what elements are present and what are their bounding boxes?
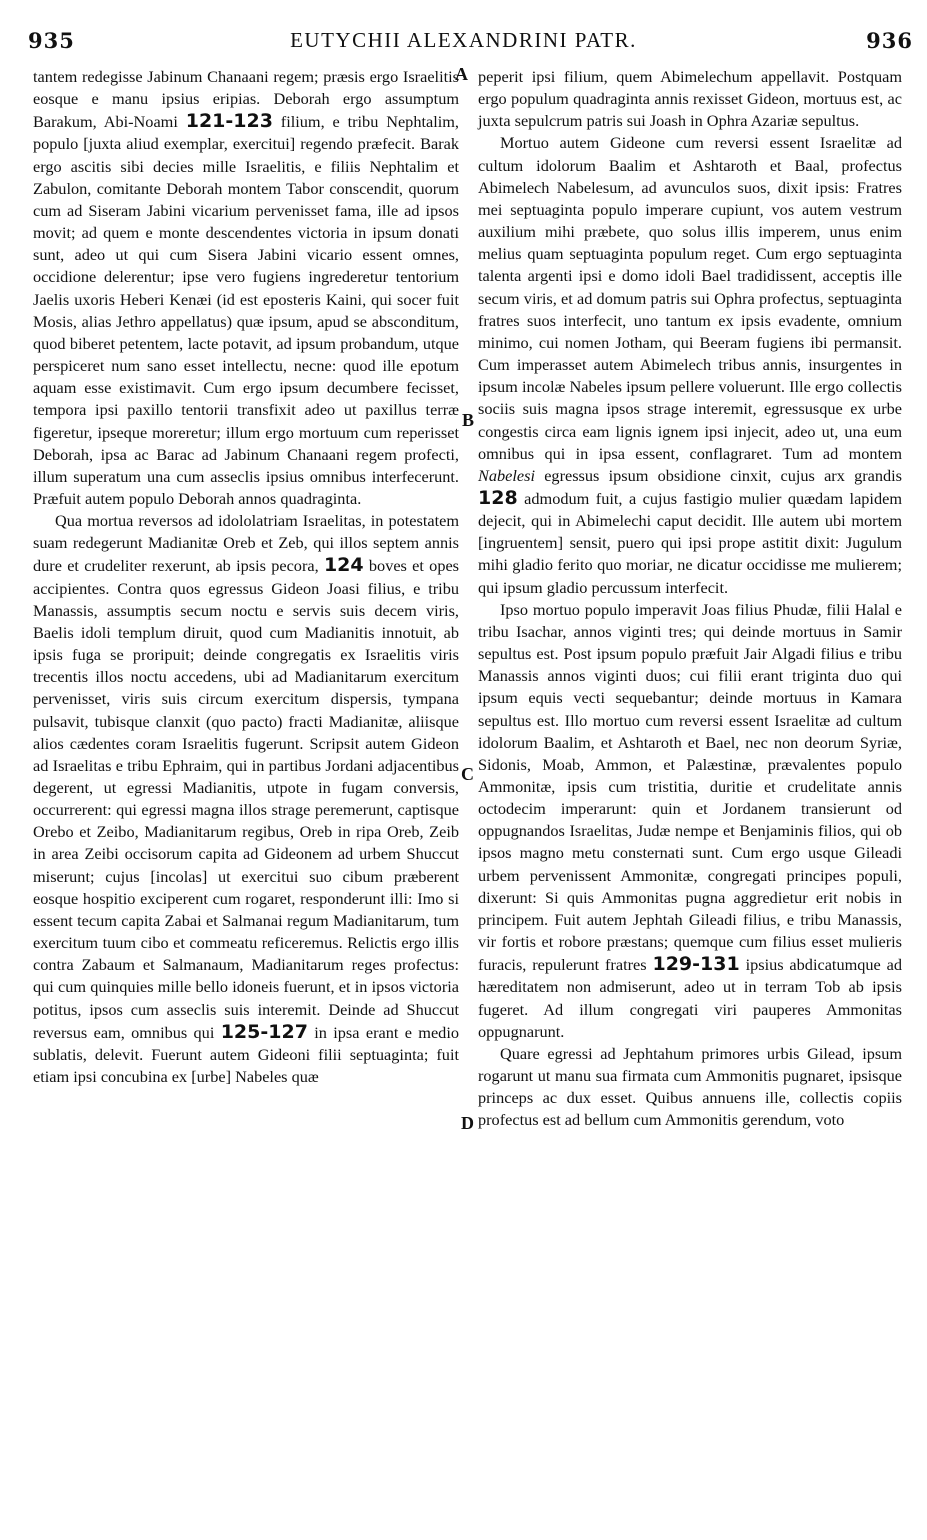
text-run: admodum fuit, a cujus fastigio mulier quædam lapidem dejecit, qui in Abimelechi caput decidit. Ille autem ubi mortem [ingruentem] sensit, puero qui ipsi prope astitit dixit: Jugulum mihi gladio ferito quo moriar, ne dicatur occidisse me mulierem; qui ipsum gladio percussum interfecit.	[478, 488, 902, 597]
text-run: in ipsa erant e medio sublatis, delevit. Fuerunt autem Gideoni filii septuaginta; fuit etiam ipsi concubina ex [urbe] Nabeles quæ	[33, 1022, 459, 1087]
paragraph	[478, 599, 902, 1043]
paragraph	[33, 66, 459, 510]
section-number: 121-123	[185, 110, 273, 133]
italic-place-name: Nabelesi	[478, 465, 535, 485]
section-number: 124	[323, 554, 364, 577]
text-run: filium, e tribu Nephtalim, populo [juxta aliud exemplar, exercitui] regendo præfecit. Barak ergo ascitis sibi decies mille Israelitis, e filiis Nephtalim et Zabulon, comitante Deborah montem Tabor conscendit, quorum cum ad Siseram Jabini vicarium pervenisset fama, ille ad ipsos movit; ad quem e monte descendentes victoria in ipsum donati sunt, adeo ut qui cum Sisera Jabini vicario essent omnes, occidione delerentur; ipse vero fugiens ingrederetur tentorium Jaelis uxoris Heberi Kenæi (id est eposteris Kaini, qui socer fuit Mosis, alias Jethro appellatus) quæ ipsum, apud se absconditum, quod biberet petentem, lacte potavit, ad ipsum probandum, utque perspiceret num sano esset intellectu, necne: quod ille epotum aquam esse existimavit. Cum ergo ipsum decumbere fecisset, tempora ipsi paxillo tentorii transfixit adeo ut paxillus terræ figeretur, ipseque moreretur; illum ergo mortuum cum reperisset Deborah, ipsa ac Barac ad Jabinum Chanaani regem profecti, illum superatum una cum asseclis ipsius omnibus interfecerunt. Præfuit autem populo Deborah annos quadraginta.	[33, 112, 459, 508]
text-run: Qua mortua reversos ad idololatriam Israelitas, in potestatem suam redegerunt Madianitæ Oreb et Zeb, qui illos septem annis dure et crudeliter rexerunt, ab ipsis pecora,	[33, 511, 459, 576]
text-run: boves et opes accipientes. Contra quos egressus Gideon Joasi filius, e tribu Manassis, assumptis secum noctu e servis suis decem viris, Baelis idoli templum diruit, quod cum Madianitis innotuit, ab ipsis fuga se proripuit; deinde congregatis ex Israelitis viris trecentis illos noctu accedens, ubi ad Madianitarum exercitum pervenisset, viris suis circum exercitum dispersis, tympana pulsavit, tubisque clanxit (quo pacto) fracti Madianitæ, aliisque alios cædentes coram Israelitis fugerunt. Scripsit autem Gideon ad Israelitas e tribu Ephraim, qui in partibus Jordani adjacentibus degerent, ut egressi Madianitis, utpote in fugam conversis, occurrerent: qui egressi magna illos strage peremerunt, captisque Orebo et Zeibo, Madianitarum regibus, Oreb in ripa Oreb, Zeib in area Zeibi occisorum capita ad Gideonem ad urbem Shuccut miserunt; cujus [incolas] ut exercitui suo cibum præberent eosque hospitio exciperent cum rogaret, responderunt illi: Imo si essent tecum capita Zabai et Salmanai regum Madianitarum, tum exercitum tuum cibo et commeatu reficeremus. Relictis ergo illis contra Zabaum et Salmanaum, Madianitarum reges profectus: qui cum quinquies mille bello idoneis fuerunt, et in ipsos victoria potitus, ipsos cum asseclis suis interemit. Deinde ad Shuccut reversus eam, omnibus qui	[33, 556, 460, 1042]
section-number: 128	[478, 486, 518, 509]
text-run: Mortuo autem Gideone cum reversi essent Israelitæ ad cultum idolorum Baalim et Ashtaroth et Baal, profectus Abimelech Nabelesum, ad avunculos suos, dixit ipsis: Fratres mei septuaginta populo imperare cupiunt, vos autem vestrum auxilium mihi præbete, quo solus illis imperem, unus enim melius quam septuaginta populum reget. Cum ergo septuaginta talenta argenti ipsi e domo idoli Bael tradidissent, acceptis ille secum viris, et ad domum patris sui Ophra profectus, septuaginta fratres suos interfecit, uno tantum ex ipsis evadente, omnium minimo, cui nomen Jotham, qui Beeram fugiens ibi permansit. Cum imperasset autem Abimelech tribus annis, insurgentes in ipsum incolæ Nabeles ipsum pellere voluerunt. Ille ergo collectis sociis suis magna ipsos strage interemit, egressusque ex urbe congestis circa eam lignis ignem ipsi injecit, adeo ut, una eum omnibus qui in ipsa essent, conflagraret. Tum ad montem	[478, 133, 902, 463]
margin-letter: B	[462, 410, 475, 430]
section-number: 129-131	[652, 953, 740, 976]
margin-letter: D	[461, 1113, 474, 1133]
text-run: egressus ipsum obsidione cinxit, cujus arx grandis	[544, 465, 902, 485]
paragraph: Quare egressi ad Jephtahum primores urbis Gilead, ipsum rogarunt ut manu sua firmata cum Ammonitis pugnaret, ipsisque princeps ac dux esset. Quibus annuens ille, collectis copiis profectus est ad bellum cum Ammonitis gerendum, voto	[478, 1043, 902, 1130]
paragraph: peperit ipsi filium, quem Abimelechum appellavit. Postquam ergo populum quadraginta annis rexisset Gideon, mortuus est, ac juxta sepulcrum patris sui Joash in Ophra Azariæ sepultus.	[478, 67, 902, 131]
paragraph	[478, 132, 902, 598]
text-run: ipsius abdicatumque ad hæreditatem non admiserunt, adeo ut in terram Tob ab ipsis fugeret. Ad illum congregati viri pauperes Ammonitas oppugnarunt.	[478, 955, 902, 1041]
margin-letter: A	[455, 64, 468, 84]
page-number-left: 935	[28, 28, 75, 53]
section-number: 125-127	[220, 1020, 308, 1043]
running-title: EUTYCHII ALEXANDRINI PATR.	[290, 28, 637, 52]
page-number-right: 936	[866, 28, 913, 53]
running-header	[0, 28, 927, 68]
margin-letter: C	[461, 764, 474, 784]
text-run: Ipso mortuo populo imperavit Joas filius Phudæ, filii Halal e tribu Isachar, annos viginti tres; qui deinde mortuus in Samir sepultus est. Post ipsum populo præfuit Jair Algadi filius e tribu Manassis annos viginti duos; cui filii erant triginta duo qui ipsum equis vecti sequebantur; deinde mortuus in Kamara sepultus est. Illo mortuo cum reversi essent Israelitæ ad cultum idolorum Baalim, et Ashtaroth et Bael, nec non deorum Syriæ, Sidonis, Moab, Ammon, et Palæstinæ, prævalentes populo Ammonitæ, ipsis cum tristitia, duritie et crudelitate annis octodecim imperarunt: quin et Jordanem transierunt od oppugnandos Israelitas, Judæ nempe et Benjaminis filios, qui ob ipsos magno metu consternati sunt. Cum ergo usque Gileadi urbem pervenissent Ammonitæ, congregati principes populi, dixerunt: Si quis Ammonitas pugna aggredietur erit nobis in principem. Fuit autem Jephtah Gileadi filius, e tribu Manassis, vir fortis et robore præstans; quemque cum filius esset mulieris furacis, repulerunt fratres	[478, 599, 902, 975]
text-run: tantem redegisse Jabinum Chanaani regem; præsis ergo Israelitis eosque e manu ipsius eripias. Deborah ergo assumptum Barakum, Abi-Noami	[33, 67, 459, 132]
right-column	[478, 66, 902, 1132]
left-column	[33, 66, 459, 1088]
paragraph	[33, 510, 459, 1088]
